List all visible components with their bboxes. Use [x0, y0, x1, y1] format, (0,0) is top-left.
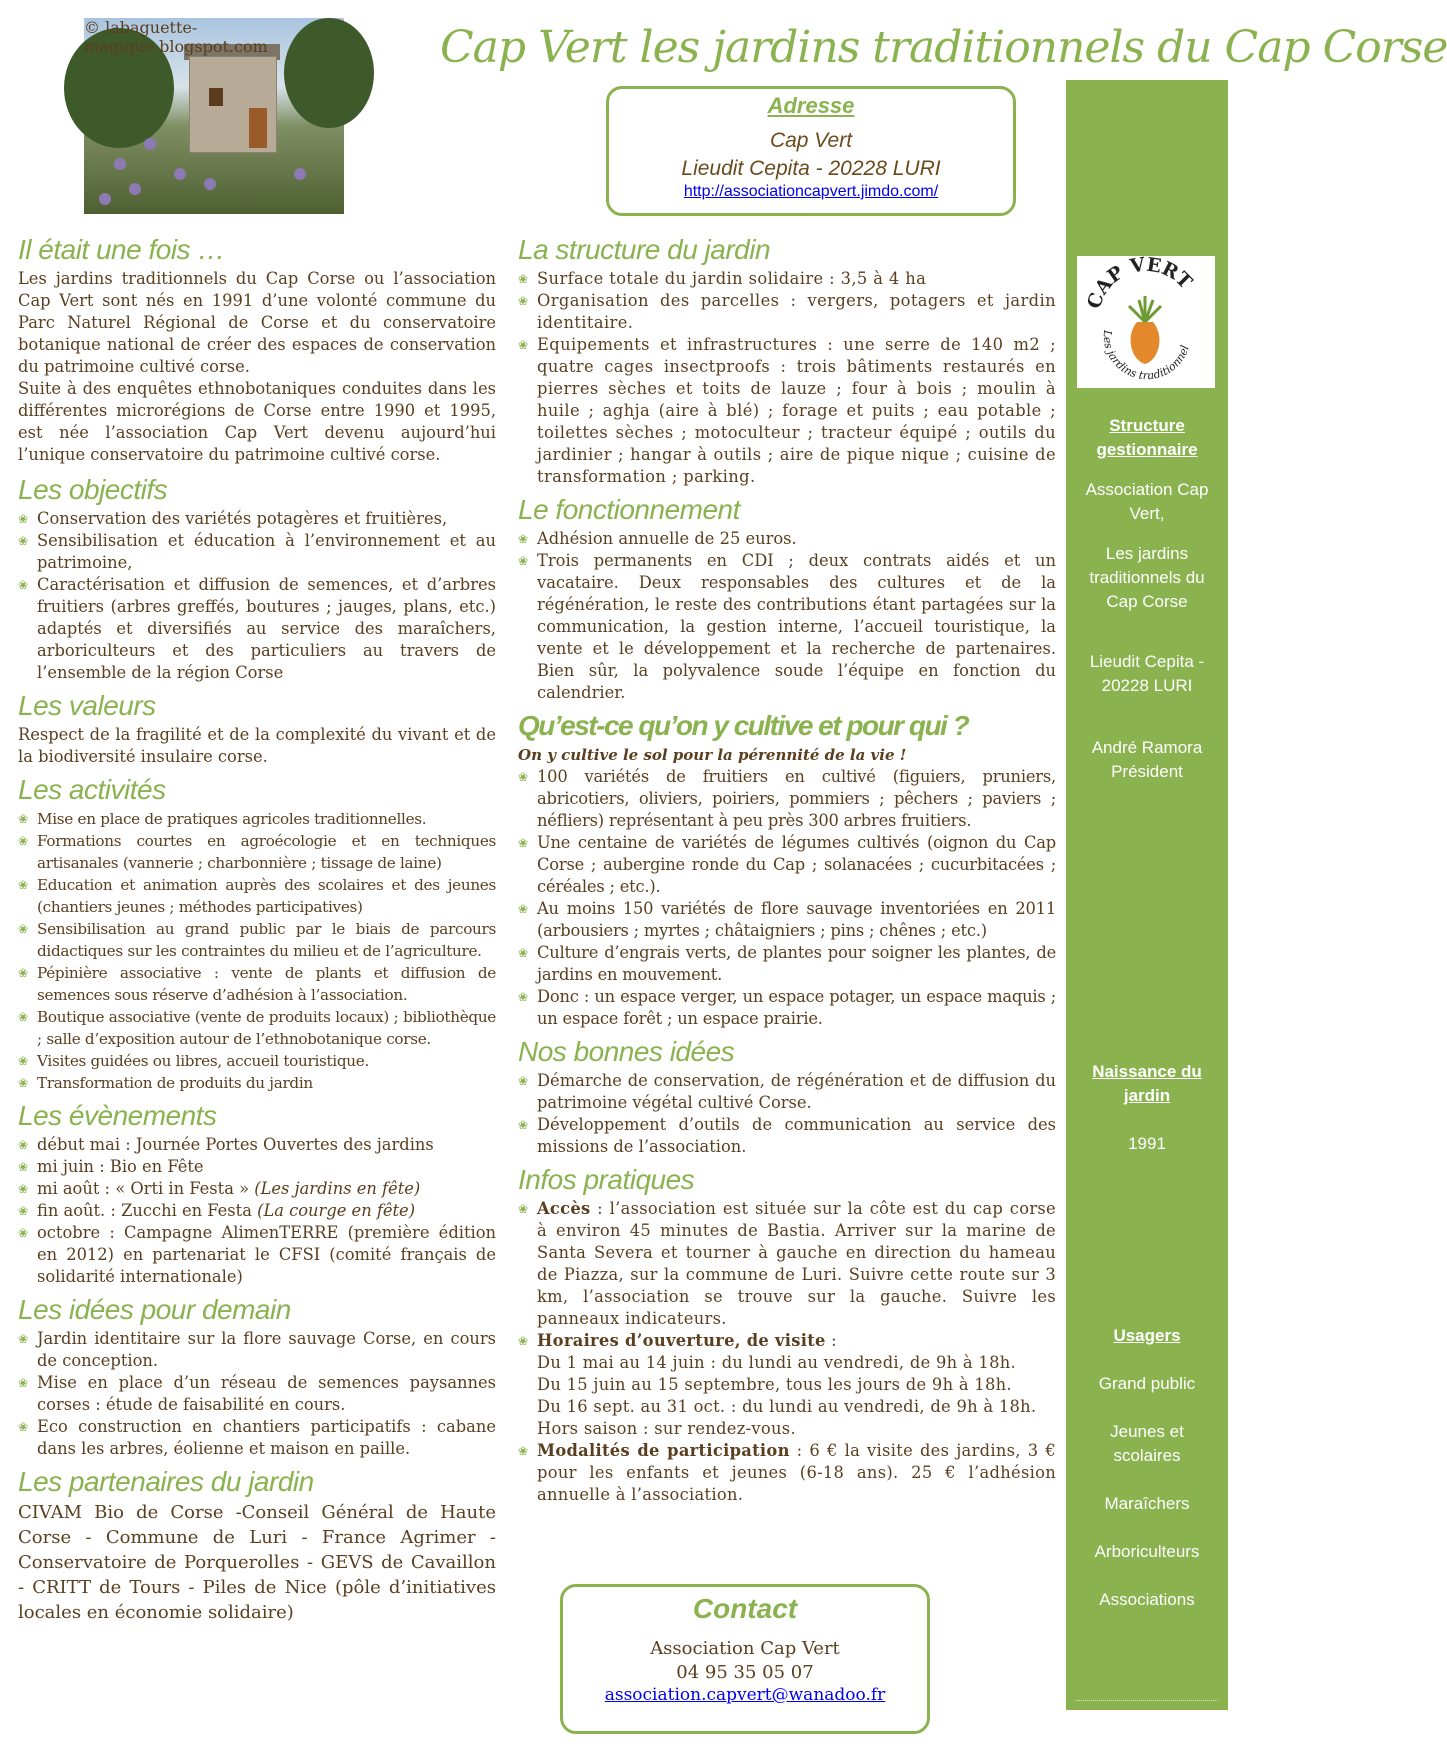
list-item: ❀ Equipements et infrastructures : une serre de 140 m2 ; quatre cages insectproofs : trois bâtiments restaurés en pierres sèches et toits de lauze ; four à bois ; moulin à huile ; aghja (aire à blé) ; forage et puits ; eau potable ; toilettes sèches ; motoculteur ; tracteur équipé ; outils du jardinier ; hangar à outils ; aire de pique nique ; cuisine de transformation ; parking. [518, 334, 1056, 488]
user-1: Grand public [1098, 1374, 1196, 1393]
structure-list [518, 268, 1056, 488]
birth-year: 1991 [1128, 1134, 1166, 1153]
info-sidebar [1066, 80, 1228, 1710]
list-item: ❀ mi août : « Orti in Festa » (Les jardins en fête) [18, 1178, 496, 1200]
user-4: Arboriculteurs [1094, 1542, 1200, 1561]
fonctionnement-heading: Le fonctionnement [518, 494, 740, 525]
structure-jardin-heading: La structure du jardin [518, 234, 771, 265]
evenements-list [18, 1134, 496, 1288]
list-item: ❀ octobre : Campagne AlimenTERRE (première édition en 2012) en partenariat le CFSI (comité français de solidarité internationale) [18, 1222, 496, 1288]
partenaires-heading: Les partenaires du jardin [18, 1466, 314, 1497]
sidebar-divider [1076, 1700, 1218, 1701]
logo-bottom-text: Les jardins traditionnel [1100, 329, 1192, 383]
list-item: ❀ Conservation des variétés potagères et fruitières, [18, 508, 496, 530]
list-item: ❀ Développement d’outils de communication au service des missions de l’association. [518, 1114, 1056, 1158]
list-item: ❀ Organisation des parcelles : vergers, potagers et jardin identitaire. [518, 290, 1056, 334]
list-item: ❀ Mise en place d’un réseau de semences paysannes corses : étude de faisabilité en cours. [18, 1372, 496, 1416]
address-box [606, 86, 1016, 216]
address-heading: Adresse [767, 93, 855, 118]
contact-email-link[interactable]: association.capvert@wanadoo.fr [604, 1685, 886, 1705]
list-item: ❀ 100 variétés de fruitiers en cultivé (figuiers, pruniers, abricotiers, oliviers, poiriers, pommiers ; pêchers ; paviers ; néfliers) représentant à peu près 300 arbres fruitiers. [518, 766, 1056, 832]
histoire-paragraph-2: Suite à des enquêtes ethnobotaniques conduites dans les différentes microrégions de Corse entre 1990 et 1995, est née l’association Cap Vert devenu aujourd’hui l’unique conservatoire du patrimoine cultivé corse. [18, 379, 496, 464]
right-column [518, 232, 1056, 1506]
list-item: ❀ Pépinière associative : vente de plants et diffusion de semences sous réserve d’adhésion à l’association. [18, 962, 496, 1006]
list-item: ❀ Transformation de produits du jardin [18, 1072, 496, 1094]
histoire-paragraph-1: Les jardins traditionnels du Cap Corse ou l’association Cap Vert sont nés en 1991 d’une volonté commune du Parc Naturel Régional de Corse et du conservatoire botanique national de créer des espaces de conservation du patrimoine cultivé corse. [18, 269, 496, 376]
objectifs-list [18, 508, 496, 684]
histoire-heading: Il était une fois … [18, 234, 225, 265]
activites-heading: Les activités [18, 774, 166, 805]
demain-heading: Les idées pour demain [18, 1294, 291, 1325]
structure-heading: Structure gestionnaire [1096, 416, 1198, 459]
fonctionnement-list [518, 528, 1056, 704]
contact-name: Association Cap Vert [650, 1638, 840, 1659]
list-item: ❀ Boutique associative (vente de produits locaux) ; bibliothèque ; salle d’exposition autour de l’ethnobotanique corse. [18, 1006, 496, 1050]
list-item: ❀ début mai : Journée Portes Ouvertes des jardins [18, 1134, 496, 1156]
user-2: Jeunes et scolaires [1110, 1422, 1184, 1465]
list-item: ❀ Horaires d’ouverture, de visite : Du 1 mai au 14 juin : du lundi au vendredi, de 9h à 18h. Du 15 juin au 15 septembre, tous les jours de 9h à 18h. Du 16 sept. au 31 oct. : du lundi au vendredi, de 9h à 18h. Hors saison : sur rendez-vous. [518, 1330, 1056, 1440]
structure-line-1: Association Cap Vert, [1085, 480, 1209, 523]
page-title: Cap Vert les jardins traditionnels du Cap Corse [440, 22, 1447, 73]
user-5: Associations [1099, 1590, 1195, 1609]
users-heading: Usagers [1113, 1326, 1181, 1345]
list-item: ❀ Surface totale du jardin solidaire : 3,5 à 4 ha [518, 268, 1056, 290]
photo-credit: © labaguette-magique.blogspot.com [84, 18, 268, 56]
list-item: ❀ Une centaine de variétés de légumes cultivés (oignon du Cap Corse ; aubergine ronde du Cap ; solanacées ; cucurbitacées ; céréales ; etc.). [518, 832, 1056, 898]
contact-phone: 04 95 35 05 07 [676, 1662, 814, 1683]
valeurs-heading: Les valeurs [18, 690, 156, 721]
list-item: ❀ Donc : un espace verger, un espace potager, un espace maquis ; un espace forêt ; un espace prairie. [518, 986, 1056, 1030]
list-item: ❀ Formations courtes en agroécologie et en techniques artisanales (vannerie ; charbonnière ; tissage de laine) [18, 830, 496, 874]
evenements-heading: Les évènements [18, 1100, 217, 1131]
valeurs-paragraph: Respect de la fragilité et de la complexité du vivant et de la biodiversité insulaire corse. [18, 725, 496, 766]
list-item: ❀ Démarche de conservation, de régénération et de diffusion du patrimoine végétal cultivé Corse. [518, 1070, 1056, 1114]
structure-line-3: Lieudit Cepita - 20228 LURI [1089, 652, 1205, 695]
list-item: ❀ Accès : l’association est située sur la côte est du cap corse à environ 45 minutes de Bastia. Arriver sur la marine de Santa Severa et tourner à gauche en direction du hameau de Piazza, sur la commune de Luri. Suivre cette route sur 3 km, l’association se trouve sur la gauche. Suivre les panneaux indicateurs. [518, 1198, 1056, 1330]
list-item: ❀ mi juin : Bio en Fête [18, 1156, 496, 1178]
list-item: ❀ Jardin identitaire sur la flore sauvage Corse, en cours de conception. [18, 1328, 496, 1372]
logo-top-text: CAP VERT [1083, 256, 1197, 312]
list-item: ❀ Sensibilisation et éducation à l’environnement et au patrimoine, [18, 530, 496, 574]
list-item: ❀ Eco construction en chantiers participatifs : cabane dans les arbres, éolienne et maison en paille. [18, 1416, 496, 1460]
structure-line-2: Les jardins traditionnels du Cap Corse [1089, 544, 1205, 611]
left-column [18, 232, 496, 1625]
website-link[interactable]: http://associationcapvert.jimdo.com/ [683, 183, 939, 200]
list-item: ❀ Au moins 150 variétés de flore sauvage inventoriées en 2011 (arbousiers ; myrtes ; châtaigniers ; pins ; chênes ; etc.) [518, 898, 1056, 942]
infos-list [518, 1198, 1056, 1506]
cultive-subtitle: On y cultive le sol pour la pérennité de la vie ! [518, 746, 907, 764]
user-3: Maraîchers [1104, 1494, 1190, 1513]
birth-heading: Naissance du jardin [1092, 1062, 1202, 1105]
demain-list [18, 1328, 496, 1460]
partenaires-paragraph: CIVAM Bio de Corse -Conseil Général de Haute Corse - Commune de Luri - France Agrimer - Conservatoire de Porquerolles - GEVS de Cavaillon - CRITT de Tours - Piles de Nice (pôle d’initiatives locales en économie solidaire) [18, 1502, 496, 1623]
list-item: ❀ Modalités de participation : 6 € la visite des jardins, 3 € pour les enfants et jeunes (6-18 ans). 25 € l’adhésion annuelle à l’association. [518, 1440, 1056, 1506]
objectifs-heading: Les objectifs [18, 474, 168, 505]
list-item: ❀ Visites guidées ou libres, accueil touristique. [18, 1050, 496, 1072]
structure-line-4: André Ramora Président [1091, 738, 1203, 781]
activites-list [18, 808, 496, 1094]
cultive-list [518, 766, 1056, 1030]
address-street: Lieudit Cepita - 20228 LURI [681, 157, 941, 180]
list-item: ❀ Adhésion annuelle de 25 euros. [518, 528, 1056, 550]
contact-heading: Contact [692, 1593, 798, 1624]
address-name: Cap Vert [769, 129, 853, 152]
contact-box [560, 1584, 930, 1734]
cultive-heading: Qu’est-ce qu’on y cultive et pour qui ? [518, 710, 969, 741]
infos-heading: Infos pratiques [518, 1164, 695, 1195]
idees-heading: Nos bonnes idées [518, 1036, 735, 1067]
list-item: ❀ fin août. : Zucchi en Festa (La courge en fête) [18, 1200, 496, 1222]
cap-vert-logo [1077, 256, 1215, 388]
list-item: ❀ Culture d’engrais verts, de plantes pour soigner les plantes, de jardins en mouvement. [518, 942, 1056, 986]
list-item: ❀ Education et animation auprès des scolaires et des jeunes (chantiers jeunes ; méthodes participatives) [18, 874, 496, 918]
list-item: ❀ Sensibilisation au grand public par le biais de parcours didactiques sur les contraintes du milieu et de l’agriculture. [18, 918, 496, 962]
list-item: ❀ Caractérisation et diffusion de semences, et d’arbres fruitiers (arbres greffés, boutures ; jauges, plans, etc.) adaptés et diversifiés au service des maraîchers, arboriculteurs et des particuliers au travers de l’ensemble de la région Corse [18, 574, 496, 684]
list-item: ❀ Trois permanents en CDI ; deux contrats aidés et un vacataire. Deux responsables des cultures et de la régénération, le reste des contributions étant partagées sur la communication, la gestion interne, l’accueil touristique, la vente et le développement et la recherche de partenaires. Bien sûr, la polyvalence soude l’équipe en fonction du calendrier. [518, 550, 1056, 704]
list-item: ❀ Mise en place de pratiques agricoles traditionnelles. [18, 808, 496, 830]
idees-list [518, 1070, 1056, 1158]
